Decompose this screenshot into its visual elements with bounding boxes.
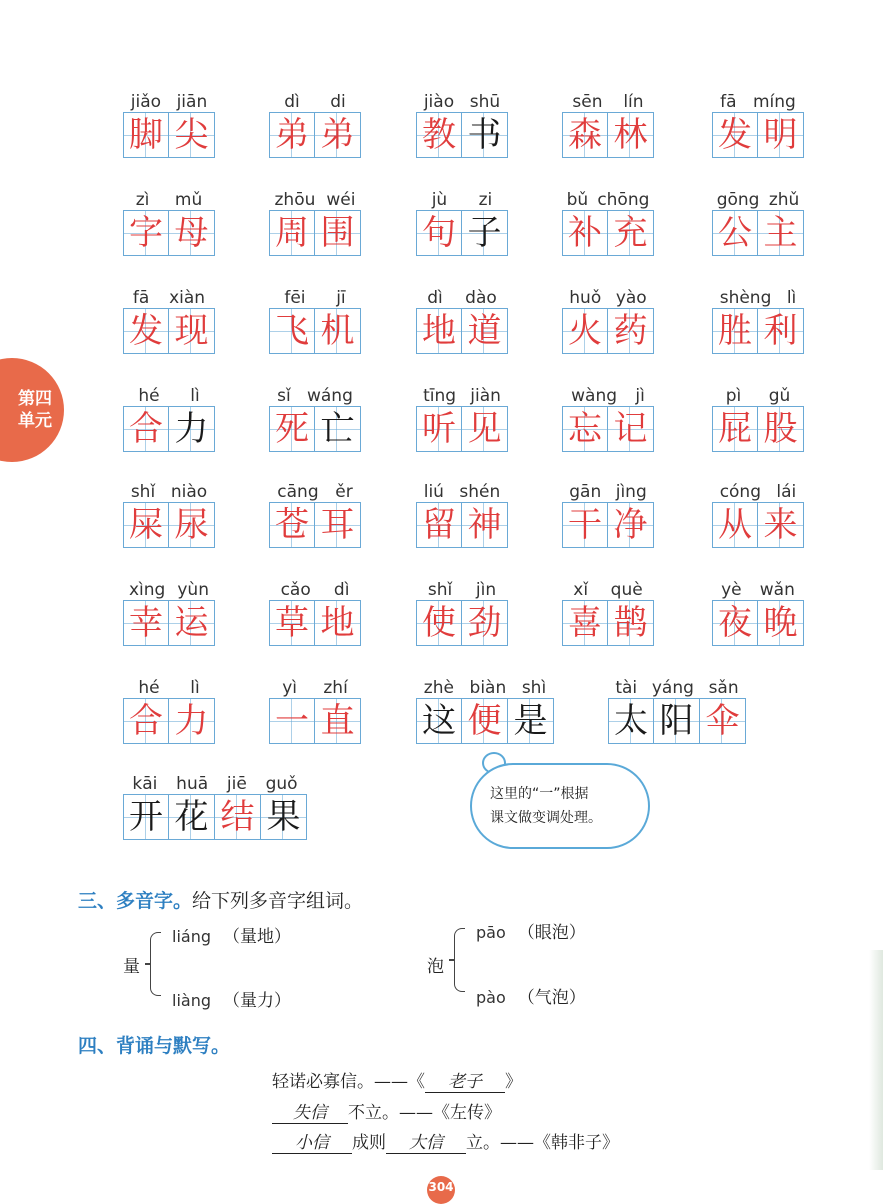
pinyin-row: [562, 380, 654, 406]
tianzige-boxes: [416, 308, 508, 354]
word-item: [416, 476, 508, 552]
character-box: 听: [416, 406, 462, 452]
word-item: [123, 768, 307, 844]
edge-decoration: [869, 950, 883, 1170]
pinyin-syllable: shén: [459, 482, 501, 502]
pinyin-row: [562, 184, 654, 210]
section4-title: [78, 1031, 230, 1058]
pinyin-syllable: xǐ: [573, 580, 589, 600]
pinyin-syllable: jī: [336, 288, 346, 308]
pinyin-syllable: biàn: [469, 678, 507, 698]
unit-tab: [0, 358, 64, 462]
character-box: 记: [608, 406, 654, 452]
pinyin-syllable: jiǎo: [130, 92, 162, 112]
pinyin-syllable: jìng: [615, 482, 647, 502]
pinyin-row: [562, 86, 654, 112]
pinyin-syllable: cóng: [719, 482, 762, 502]
tianzige-boxes: [562, 308, 654, 354]
pinyin-row: [562, 574, 654, 600]
word-item: [712, 476, 804, 552]
character-box: 飞: [269, 308, 315, 354]
tianzige-boxes: [123, 406, 215, 452]
pinyin-row: [562, 476, 654, 502]
pinyin-row: [123, 574, 215, 600]
pinyin-syllable: shǐ: [427, 580, 453, 600]
word-item: [562, 476, 654, 552]
character-box: 太: [608, 698, 654, 744]
pinyin-syllable: bǔ: [566, 190, 589, 210]
tianzige-boxes: [123, 502, 215, 548]
pinyin-syllable: yáng: [651, 678, 694, 698]
character-box: 句: [416, 210, 462, 256]
pinyin-syllable: di: [330, 92, 346, 112]
pinyin-syllable: sǐ: [277, 386, 291, 406]
recite-text: 成则: [352, 1133, 386, 1153]
character-box: 干: [562, 502, 608, 548]
pinyin-row: [123, 380, 215, 406]
pinyin-syllable: zi: [478, 190, 493, 210]
word-item: [123, 86, 215, 162]
pinyin-syllable: gōng: [716, 190, 760, 210]
character-box: 使: [416, 600, 462, 646]
pinyin-syllable: wǎn: [759, 580, 795, 600]
character-box: 屁: [712, 406, 758, 452]
pinyin-row: [269, 86, 361, 112]
pinyin-syllable: míng: [752, 92, 796, 112]
pinyin-syllable: lì: [190, 386, 200, 406]
word-item: [269, 282, 361, 358]
tianzige-boxes: [608, 698, 746, 744]
tianzige-boxes: [269, 308, 361, 354]
pinyin-syllable: shū: [469, 92, 501, 112]
word-item: [712, 380, 804, 456]
pinyin-syllable: zhōu: [274, 190, 316, 210]
tianzige-boxes: [269, 698, 361, 744]
character-box: 合: [123, 406, 169, 452]
note-line2: 课文做变调处理。: [490, 810, 602, 826]
pinyin-syllable: yào: [615, 288, 647, 308]
unit-tab-line1: 第四: [18, 389, 52, 409]
pinyin-row: [123, 184, 215, 210]
pinyin: liàng: [172, 991, 211, 1010]
pinyin-row: [123, 476, 215, 502]
pinyin-syllable: kāi: [132, 774, 158, 794]
recite-text: 轻诺必寡信。——《: [272, 1072, 425, 1092]
pinyin-syllable: jiē: [226, 774, 247, 794]
pinyin-syllable: xiàn: [169, 288, 206, 308]
character-box: 是: [508, 698, 554, 744]
character-box: 忘: [562, 406, 608, 452]
pinyin-syllable: jiào: [423, 92, 455, 112]
character-box: 神: [462, 502, 508, 548]
pinyin-row: [269, 380, 361, 406]
character-box: 劲: [462, 600, 508, 646]
word-item: [416, 380, 508, 456]
character-box: 书: [462, 112, 508, 158]
pinyin-syllable: huā: [176, 774, 209, 794]
pinyin-syllable: cǎo: [280, 580, 311, 600]
pinyin-row: [416, 184, 508, 210]
character-box: 结: [215, 794, 261, 840]
pinyin-syllable: cāng: [277, 482, 319, 502]
pinyin-row: [416, 380, 508, 406]
character-box: 果: [261, 794, 307, 840]
tianzige-boxes: [123, 600, 215, 646]
tianzige-boxes: [712, 502, 804, 548]
character-box: 股: [758, 406, 804, 452]
character-box: 直: [315, 698, 361, 744]
tianzige-boxes: [416, 112, 508, 158]
pinyin-syllable: fā: [132, 288, 150, 308]
word-item: [123, 184, 215, 260]
pinyin-row: [269, 574, 361, 600]
word-item: [562, 86, 654, 162]
tianzige-boxes: [712, 308, 804, 354]
brace-tip: [449, 959, 455, 961]
pinyin-syllable: jiàn: [470, 386, 501, 406]
character-box: 地: [315, 600, 361, 646]
answer-blank: 小信: [272, 1128, 352, 1154]
pinyin-syllable: mǔ: [174, 190, 203, 210]
character-box: 阳: [654, 698, 700, 744]
pinyin-row: [608, 672, 746, 698]
word-item: [562, 380, 654, 456]
page-number: 304: [427, 1176, 455, 1204]
character-box: 耳: [315, 502, 361, 548]
recite-text: 不立。——《左传》: [348, 1103, 501, 1123]
tianzige-boxes: [269, 600, 361, 646]
word-item: [416, 574, 508, 650]
word-item: [712, 184, 804, 260]
answer-blank: 大信: [386, 1128, 466, 1154]
tianzige-boxes: [562, 210, 654, 256]
word-item: [608, 672, 746, 748]
pinyin-syllable: niào: [170, 482, 208, 502]
pinyin-syllable: yùn: [177, 580, 209, 600]
word-item: [562, 184, 654, 260]
brace: [150, 932, 161, 996]
pinyin-row: [712, 86, 804, 112]
pinyin-syllable: yè: [721, 580, 742, 600]
word-item: [123, 672, 215, 748]
character-box: 补: [562, 210, 608, 256]
character-box: 道: [462, 308, 508, 354]
pinyin-syllable: shì: [521, 678, 547, 698]
pinyin-syllable: gǔ: [768, 386, 791, 406]
word-item: [416, 184, 508, 260]
pinyin-syllable: zhí: [323, 678, 348, 698]
word-item: [269, 86, 361, 162]
character-box: 运: [169, 600, 215, 646]
character-box: 死: [269, 406, 315, 452]
brace-tip: [145, 963, 151, 965]
word-item: [712, 574, 804, 650]
tianzige-boxes: [562, 600, 654, 646]
tianzige-boxes: [123, 794, 307, 840]
pinyin-syllable: huǒ: [569, 288, 602, 308]
pinyin-syllable: tài: [615, 678, 638, 698]
character-box: 弟: [315, 112, 361, 158]
pinyin-syllable: liú: [423, 482, 444, 502]
tianzige-boxes: [123, 112, 215, 158]
character-box: 火: [562, 308, 608, 354]
tianzige-boxes: [712, 112, 804, 158]
polyphone-item: [172, 986, 291, 1011]
tianzige-boxes: [269, 406, 361, 452]
pinyin-syllable: ěr: [335, 482, 353, 502]
character-box: 发: [123, 308, 169, 354]
character-box: 伞: [700, 698, 746, 744]
section3-instruction: 给下列多音字组词。: [192, 890, 364, 912]
pinyin-syllable: fā: [720, 92, 737, 112]
character-box: 草: [269, 600, 315, 646]
pinyin-syllable: lì: [190, 678, 200, 698]
character-box: 森: [562, 112, 608, 158]
character-box: 见: [462, 406, 508, 452]
answer-blank: 老子: [425, 1067, 505, 1093]
tianzige-boxes: [712, 600, 804, 646]
pinyin-row: [712, 282, 804, 308]
word-item: [123, 282, 215, 358]
polyphone-item: [476, 983, 586, 1008]
pinyin-syllable: shǐ: [130, 482, 156, 502]
pinyin-row: [416, 672, 554, 698]
pinyin-syllable: yì: [282, 678, 297, 698]
tianzige-boxes: [416, 406, 508, 452]
character-box: 弟: [269, 112, 315, 158]
note-line1: 这里的“一”根据: [490, 786, 589, 802]
pinyin-syllable: hé: [138, 678, 160, 698]
pinyin: liáng: [172, 927, 211, 946]
pinyin-syllable: zhǔ: [768, 190, 800, 210]
pinyin-syllable: jì: [635, 386, 645, 406]
word-item: [712, 86, 804, 162]
character-box: 力: [169, 698, 215, 744]
polyphone-char: 泡: [427, 957, 444, 977]
pinyin-row: [562, 282, 654, 308]
word-item: [416, 282, 508, 358]
character-box: 药: [608, 308, 654, 354]
tianzige-boxes: [562, 112, 654, 158]
word-item: [416, 86, 508, 162]
character-box: 林: [608, 112, 654, 158]
section4-heading: 四、背诵与默写。: [78, 1035, 231, 1057]
tianzige-boxes: [416, 502, 508, 548]
character-box: 便: [462, 698, 508, 744]
pinyin-syllable: sēn: [572, 92, 603, 112]
pinyin-syllable: dì: [284, 92, 300, 112]
answer: （眼泡）: [517, 923, 586, 943]
word-item: [123, 574, 215, 650]
pinyin-row: [712, 476, 804, 502]
character-box: 充: [608, 210, 654, 256]
pinyin-row: [269, 672, 361, 698]
character-box: 晚: [758, 600, 804, 646]
tianzige-boxes: [123, 698, 215, 744]
character-box: 教: [416, 112, 462, 158]
character-box: 发: [712, 112, 758, 158]
tianzige-boxes: [269, 112, 361, 158]
character-box: 机: [315, 308, 361, 354]
section3-heading: 三、多音字。: [78, 890, 193, 912]
answer-blank: 失信: [272, 1098, 348, 1124]
pinyin-row: [123, 672, 215, 698]
tianzige-boxes: [123, 210, 215, 256]
word-item: [269, 672, 361, 748]
character-box: 留: [416, 502, 462, 548]
character-box: 幸: [123, 600, 169, 646]
pinyin-row: [269, 476, 361, 502]
word-item: [562, 282, 654, 358]
pinyin-syllable: sǎn: [708, 678, 739, 698]
pinyin-syllable: wéi: [326, 190, 356, 210]
character-box: 力: [169, 406, 215, 452]
character-box: 子: [462, 210, 508, 256]
character-box: 净: [608, 502, 654, 548]
polyphone-char: 量: [123, 957, 140, 977]
character-box: 脚: [123, 112, 169, 158]
pinyin-syllable: wàng: [571, 386, 618, 406]
word-item: [269, 380, 361, 456]
polyphone-item: [476, 918, 586, 943]
unit-tab-line2: 单元: [18, 411, 52, 431]
character-box: 字: [123, 210, 169, 256]
character-box: 胜: [712, 308, 758, 354]
section3-title: [78, 886, 363, 913]
pinyin-syllable: gān: [569, 482, 602, 502]
pinyin-row: [269, 184, 361, 210]
tianzige-boxes: [269, 502, 361, 548]
pinyin-syllable: dào: [465, 288, 497, 308]
answer: （量地）: [223, 927, 291, 947]
pinyin-syllable: tīng: [423, 386, 457, 406]
character-box: 利: [758, 308, 804, 354]
word-item: [123, 476, 215, 552]
note-cloud: [470, 763, 650, 849]
pinyin-syllable: chōng: [597, 190, 650, 210]
tianzige-boxes: [269, 210, 361, 256]
word-item: [123, 380, 215, 456]
recite-line-3: [272, 1128, 619, 1154]
answer: （气泡）: [517, 988, 586, 1008]
pinyin-syllable: dì: [427, 288, 443, 308]
pinyin-syllable: lín: [623, 92, 644, 112]
pinyin-syllable: zì: [135, 190, 150, 210]
pinyin-syllable: guǒ: [265, 774, 298, 794]
pinyin-syllable: zhè: [423, 678, 454, 698]
pinyin-syllable: fēi: [284, 288, 306, 308]
pinyin: pāo: [476, 923, 506, 942]
pinyin-syllable: hé: [138, 386, 160, 406]
tianzige-boxes: [416, 600, 508, 646]
character-box: 喜: [562, 600, 608, 646]
character-box: 明: [758, 112, 804, 158]
pinyin-syllable: jìn: [475, 580, 497, 600]
tianzige-boxes: [562, 406, 654, 452]
tianzige-boxes: [712, 406, 804, 452]
word-item: [562, 574, 654, 650]
character-box: 一: [269, 698, 315, 744]
pinyin-row: [416, 282, 508, 308]
word-item: [269, 476, 361, 552]
pinyin-syllable: dì: [333, 580, 350, 600]
pinyin-row: [416, 574, 508, 600]
character-box: 尖: [169, 112, 215, 158]
recite-line-2: [272, 1098, 501, 1124]
pinyin-row: [712, 380, 804, 406]
character-box: 周: [269, 210, 315, 256]
character-box: 屎: [123, 502, 169, 548]
character-box: 现: [169, 308, 215, 354]
pinyin-row: [416, 476, 508, 502]
character-box: 鹊: [608, 600, 654, 646]
pinyin-syllable: lì: [786, 288, 797, 308]
pinyin-syllable: què: [610, 580, 643, 600]
word-item: [416, 672, 554, 748]
character-box: 亡: [315, 406, 361, 452]
character-box: 公: [712, 210, 758, 256]
pinyin-syllable: shèng: [719, 288, 772, 308]
character-box: 来: [758, 502, 804, 548]
character-box: 尿: [169, 502, 215, 548]
word-item: [269, 574, 361, 650]
tianzige-boxes: [416, 698, 554, 744]
character-box: 花: [169, 794, 215, 840]
recite-text: 立。——《韩非子》: [466, 1133, 619, 1153]
pinyin-syllable: xìng: [129, 580, 166, 600]
character-box: 地: [416, 308, 462, 354]
character-box: 从: [712, 502, 758, 548]
pinyin-syllable: pì: [725, 386, 742, 406]
pinyin-row: [123, 768, 307, 794]
polyphone-item: [172, 922, 291, 947]
tianzige-boxes: [562, 502, 654, 548]
recite-line-1: [272, 1067, 522, 1093]
character-box: 主: [758, 210, 804, 256]
pinyin-row: [712, 574, 804, 600]
word-item: [712, 282, 804, 358]
pinyin-row: [123, 282, 215, 308]
word-item: [269, 184, 361, 260]
pinyin-row: [416, 86, 508, 112]
recite-text: 》: [505, 1072, 522, 1092]
pinyin: pào: [476, 988, 506, 1007]
pinyin-syllable: jiān: [176, 92, 208, 112]
pinyin-row: [712, 184, 804, 210]
pinyin-syllable: wáng: [306, 386, 353, 406]
pinyin-syllable: jù: [431, 190, 448, 210]
pinyin-row: [269, 282, 361, 308]
character-box: 苍: [269, 502, 315, 548]
tianzige-boxes: [123, 308, 215, 354]
brace: [454, 928, 465, 992]
character-box: 合: [123, 698, 169, 744]
pinyin-row: [123, 86, 215, 112]
character-box: 母: [169, 210, 215, 256]
character-box: 开: [123, 794, 169, 840]
character-box: 围: [315, 210, 361, 256]
tianzige-boxes: [712, 210, 804, 256]
pinyin-syllable: lái: [776, 482, 797, 502]
character-box: 这: [416, 698, 462, 744]
tianzige-boxes: [416, 210, 508, 256]
character-box: 夜: [712, 600, 758, 646]
answer: （量力）: [223, 991, 291, 1011]
